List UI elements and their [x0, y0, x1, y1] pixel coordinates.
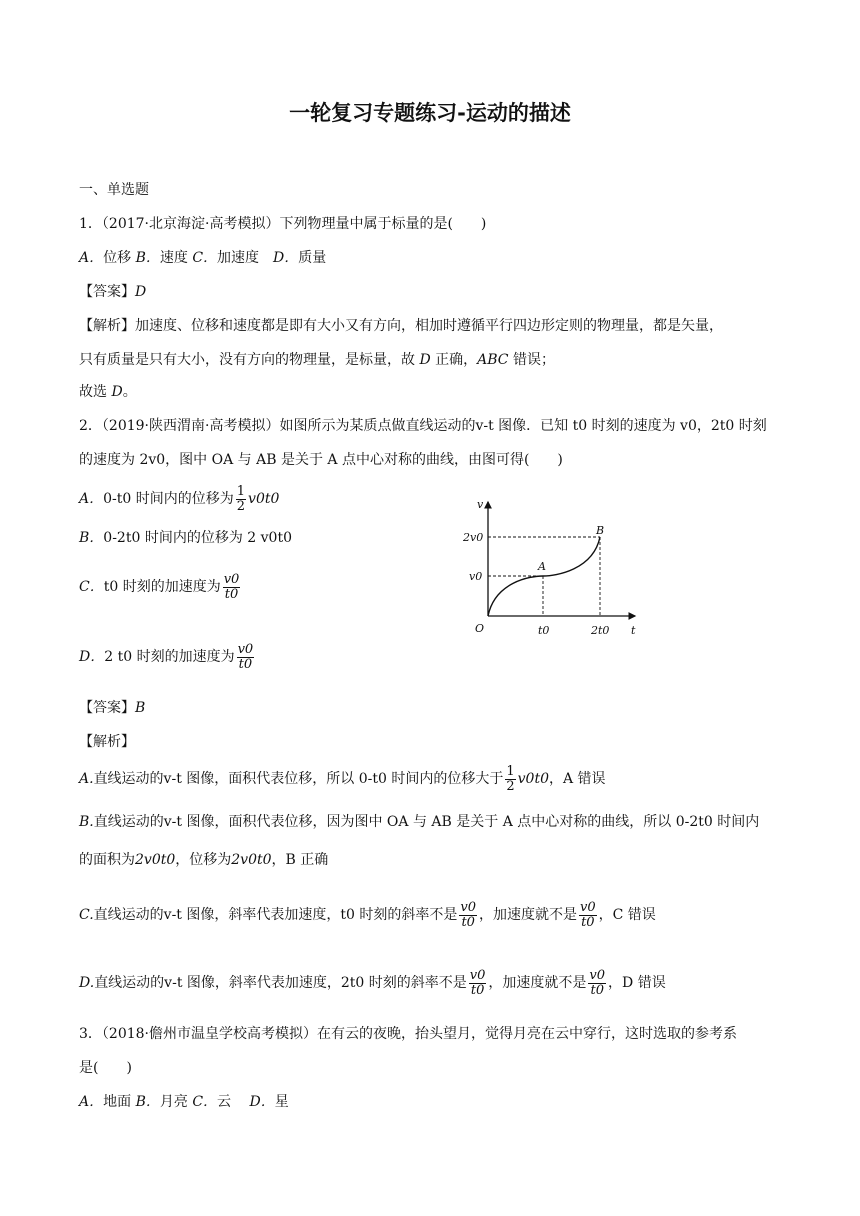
q2-analysis-d-letter: D.	[79, 975, 95, 991]
q3-source: （2018·儋州市温皇学校高考模拟）	[101, 1026, 318, 1042]
q1-analysis-line-3	[79, 382, 137, 402]
q1-option-b: 速度	[159, 250, 193, 266]
q2-analysis-b-text-1: 直线运动的v-t 图像，面积代表位移，因为图中 OA 与 AB 是关于 A 点中心对称的曲线，所以 0-2t0 时间内	[93, 814, 760, 830]
q1-option-a-letter: A．	[79, 250, 104, 266]
q3-option-a-letter: A．	[79, 1094, 104, 1110]
q2-analysis-a-letter: A.	[79, 771, 94, 787]
q1-analysis-text-2c: 正确，	[430, 352, 478, 368]
q1-stem	[79, 214, 486, 234]
q2-analysis-c-text: 直线运动的v-t 图像，斜率代表加速度，t0 时刻的斜率不是	[93, 907, 458, 923]
q2-option-b-text: 0-2t0 时间内的位移为 2 v0t0	[103, 530, 292, 546]
vt-curve	[488, 537, 600, 616]
q3-option-d: 星	[274, 1094, 289, 1110]
fraction-one-half	[505, 765, 515, 794]
document-title: 一轮复习专题练习-运动的描述	[289, 101, 571, 125]
q1-source: （2017·北京海淀·高考模拟）	[101, 216, 280, 232]
fraction-numerator: v0	[580, 899, 596, 915]
fraction-denominator: t0	[470, 982, 485, 998]
tick-label-2v0: 2v0	[463, 531, 484, 544]
q2-analysis-c-letter: C.	[79, 907, 94, 923]
q2-option-a-text: 0-t0 时间内的位移为	[103, 491, 234, 507]
fraction-numerator: v0	[469, 967, 486, 983]
v-axis-label: v	[477, 498, 484, 511]
fraction-denominator: t0	[224, 586, 239, 602]
fraction-numerator: 1	[506, 763, 515, 779]
tick-label-2t0: 2t0	[591, 624, 610, 637]
q3-option-a: 地面	[103, 1094, 136, 1110]
q1-analysis-text-2b: D	[419, 352, 431, 368]
q3-question-1: 在有云的夜晚，抬头望月，觉得月亮在云中穿行，这时选取的参考系	[317, 1026, 738, 1042]
q2-analysis-b-expr-2: 2v0t0	[231, 852, 272, 868]
section-heading: 一、单选题	[79, 182, 149, 198]
fraction-v0-over-t0	[459, 901, 477, 930]
fraction-denominator: 2	[236, 498, 246, 514]
q1-analysis-text-2d: ABC	[477, 352, 509, 368]
q1-option-c: 加速度	[217, 250, 274, 266]
q2-number: 2．	[79, 418, 102, 434]
q2-option-c-letter: C．	[79, 579, 104, 595]
q2-analysis-c-tail: ，C 错误	[598, 907, 656, 923]
q2-analysis-d-text: 直线运动的v-t 图像，斜率代表加速度，2t0 时刻的斜率不是	[94, 975, 467, 991]
fraction-denominator: t0	[238, 656, 253, 672]
q2-source: （2019·陕西渭南·高考模拟）	[101, 418, 280, 434]
q1-analysis-text-3c: 。	[122, 384, 137, 400]
tick-label-t0: t0	[538, 624, 550, 637]
q2-analysis-c	[79, 900, 656, 930]
q2-analysis-a-expr: v0t0	[517, 771, 549, 787]
q3-option-b-letter: B．	[135, 1094, 160, 1110]
q3-stem-line-1	[79, 1024, 737, 1044]
point-a-label: A	[538, 560, 546, 573]
q2-analysis-a-tail: ，A 错误	[549, 771, 606, 787]
q1-analysis-text-2e: 错误；	[508, 352, 555, 368]
fraction-v0-over-t0	[588, 969, 606, 998]
q1-number: 1．	[79, 216, 102, 232]
q3-stem-line-2: 是( )	[79, 1060, 132, 1076]
q2-option-a-tail: v0t0	[248, 491, 280, 507]
q3-option-c-letter: C．	[192, 1094, 218, 1110]
fraction-numerator: v0	[237, 641, 254, 657]
q2-analysis-d	[79, 968, 666, 998]
q2-analysis-d-tail: ，D 错误	[608, 975, 666, 991]
q1-answer-value: D	[135, 284, 147, 300]
q2-option-b	[79, 528, 292, 548]
q2-answer-label: 【答案】	[79, 700, 135, 716]
q1-option-a: 位移	[103, 250, 136, 266]
q3-option-b: 月亮	[159, 1094, 193, 1110]
q3-options	[79, 1092, 289, 1112]
q3-option-c: 云	[217, 1094, 250, 1110]
q2-option-d-letter: D．	[79, 649, 105, 665]
fraction-numerator: v0	[589, 967, 606, 983]
q2-analysis-a	[79, 764, 606, 794]
q2-analysis-label: 【解析】	[79, 734, 135, 750]
q2-stem-line-2: 的速度为 2v0，图中 OA 与 AB 是关于 A 点中心对称的曲线，由图可得( )	[79, 452, 563, 468]
q1-option-b-letter: B．	[135, 250, 160, 266]
q1-answer-label: 【答案】	[79, 284, 135, 300]
q2-option-c	[79, 572, 242, 602]
q1-question: 下列物理量中属于标量的是( )	[279, 216, 487, 232]
q2-analysis-a-text: 直线运动的v-t 图像，面积代表位移，所以 0-t0 时间内的位移大于	[93, 771, 504, 787]
q2-option-c-text: t0 时刻的加速度为	[103, 579, 221, 595]
q1-option-d-letter: D．	[273, 250, 299, 266]
t-axis-label: t	[631, 624, 636, 637]
q1-analysis-line-2	[79, 350, 555, 370]
origin-label: O	[475, 622, 485, 635]
q2-option-b-letter: B．	[79, 530, 104, 546]
fraction-numerator: 1	[236, 483, 246, 499]
q1-analysis-label: 【解析】	[79, 318, 135, 334]
q2-option-d	[79, 642, 256, 672]
q1-analysis-text-1: 加速度、位移和速度都是即有大小又有方向，相加时遵循平行四边形定则的物理量，都是矢量，	[135, 318, 723, 334]
q2-question-1: 如图所示为某质点做直线运动的v-t 图像．已知 t0 时刻的速度为 v0，2t0 时刻	[279, 418, 767, 434]
q1-analysis-text-3a: 故选	[79, 384, 112, 400]
q2-analysis-d-mid: ，加速度就不是	[488, 975, 587, 991]
q2-analysis-b-expr-1: 2v0t0	[135, 852, 176, 868]
q2-analysis-c-mid: ，加速度就不是	[479, 907, 577, 923]
q2-analysis-b-text-2c: ，B 正确	[271, 852, 329, 868]
fraction-denominator: t0	[461, 914, 475, 930]
q1-analysis-text-3b: D	[111, 384, 123, 400]
q2-analysis-b-text-2a: 的面积为	[79, 852, 135, 868]
q1-answer	[79, 282, 146, 302]
q2-option-a	[79, 484, 279, 514]
fraction-v0-over-t0	[579, 901, 597, 930]
fraction-v0-over-t0	[469, 969, 487, 998]
fraction-denominator: t0	[581, 914, 595, 930]
point-b-label: B	[596, 524, 605, 537]
q2-analysis-b-letter: B.	[79, 814, 94, 830]
q3-option-d-letter: D．	[249, 1094, 275, 1110]
q1-option-d: 质量	[298, 250, 327, 266]
q1-options	[79, 248, 326, 268]
q2-answer	[79, 698, 145, 718]
fraction-denominator: t0	[590, 982, 604, 998]
q2-option-a-letter: A．	[79, 491, 104, 507]
tick-label-v0: v0	[469, 570, 483, 583]
q1-analysis-text-2a: 只有质量是只有大小，没有方向的物理量，是标量，故	[79, 352, 420, 368]
q3-number: 3．	[79, 1026, 102, 1042]
fraction-v0-over-t0	[223, 573, 241, 602]
q2-analysis-b-line-1	[79, 812, 759, 832]
q1-option-c-letter: C．	[192, 250, 218, 266]
q1-analysis-line-1	[79, 316, 723, 336]
vt-graph-figure	[455, 494, 645, 644]
q2-stem-line-1	[79, 416, 767, 436]
fraction-numerator: v0	[223, 571, 240, 587]
q2-analysis-b-text-2b: ，位移为	[175, 852, 232, 868]
fraction-denominator: 2	[506, 778, 515, 794]
q2-option-d-text: 2 t0 时刻的加速度为	[104, 649, 235, 665]
q2-analysis-b-line-2	[79, 850, 328, 870]
fraction-numerator: v0	[460, 899, 476, 915]
fraction-one-half	[236, 485, 246, 514]
q2-answer-value: B	[135, 700, 146, 716]
fraction-v0-over-t0	[237, 643, 255, 672]
